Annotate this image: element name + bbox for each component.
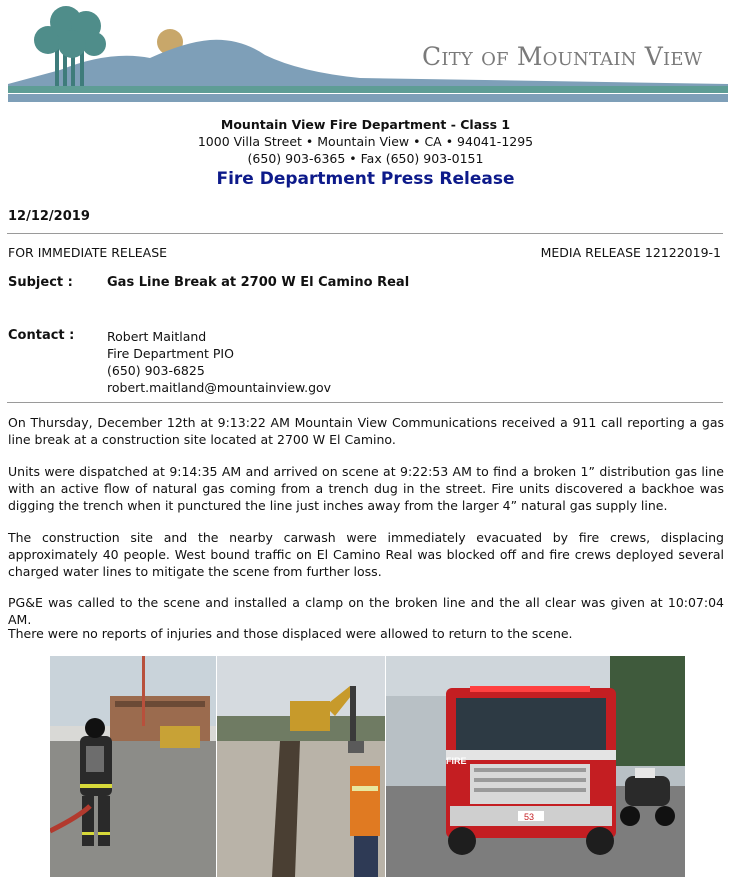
subject-text: Gas Line Break at 2700 W El Camino Real [107,275,410,290]
contact-name: Robert Maitland [107,329,207,344]
body-paragraph: PG&E was called to the scene and installed a clamp on the broken line and the all clear was given at 10:07:04 AM. [8,595,724,627]
contact-title: Fire Department PIO [107,346,234,361]
department-name: Mountain View Fire Department - Class 1 [220,117,511,132]
contact-phone: (650) 903-6825 [107,363,205,378]
divider [7,233,723,234]
city-logo-banner [0,0,731,104]
immediate-release: FOR IMMEDIATE RELEASE [8,245,168,260]
photo-firefighter [50,656,216,877]
department-phone: (650) 903-6365 • Fax (650) 903-0151 [247,151,484,166]
photo-trench [217,656,385,877]
body-paragraph: On Thursday, December 12th at 9:13:22 AM Mountain View Communications received a 911 call reporting a gas line break at a construction site located at 2700 W El Camino. [8,415,724,447]
engine-plate: 53 [524,812,535,822]
contact-block [107,328,331,396]
body-paragraph: There were no reports of injuries and those displaced were allowed to return to the scene. [8,626,573,641]
department-address: 1000 Villa Street • Mountain View • CA • 94041-1295 [197,134,534,149]
incident-photos [50,656,685,877]
photo-fire-engine [386,656,685,877]
press-release-title: Fire Department Press Release [216,169,515,189]
release-date: 12/12/2019 [8,209,90,224]
body-paragraph: Units were dispatched at 9:14:35 AM and arrived on scene at 9:22:53 AM to find a broken 1” distribution gas line with an active flow of natural gas coming from a trench dug in the street. Fire units discovered a backhoe was digging the trench when it punctured the line just inches away from the larger 4” natural gas supply line. [8,464,724,513]
contact-label: Contact : [8,328,75,343]
incident-photo-collage [50,656,685,877]
org-name: City of Mountain View [422,42,703,71]
contact-email[interactable]: robert.maitland@mountainview.gov [107,380,332,395]
media-release-number: MEDIA RELEASE 12122019-1 [540,245,721,260]
engine-lettering: FIRE [446,756,467,766]
divider [7,402,723,403]
body-paragraph: The construction site and the nearby carwash were immediately evacuated by fire crews, displacing approximately 40 people. West bound traffic on El Camino Real was blocked off and fire crews deployed several charged water lines to mitigate the scene from further loss. [8,530,724,579]
subject-label: Subject : [8,275,73,290]
